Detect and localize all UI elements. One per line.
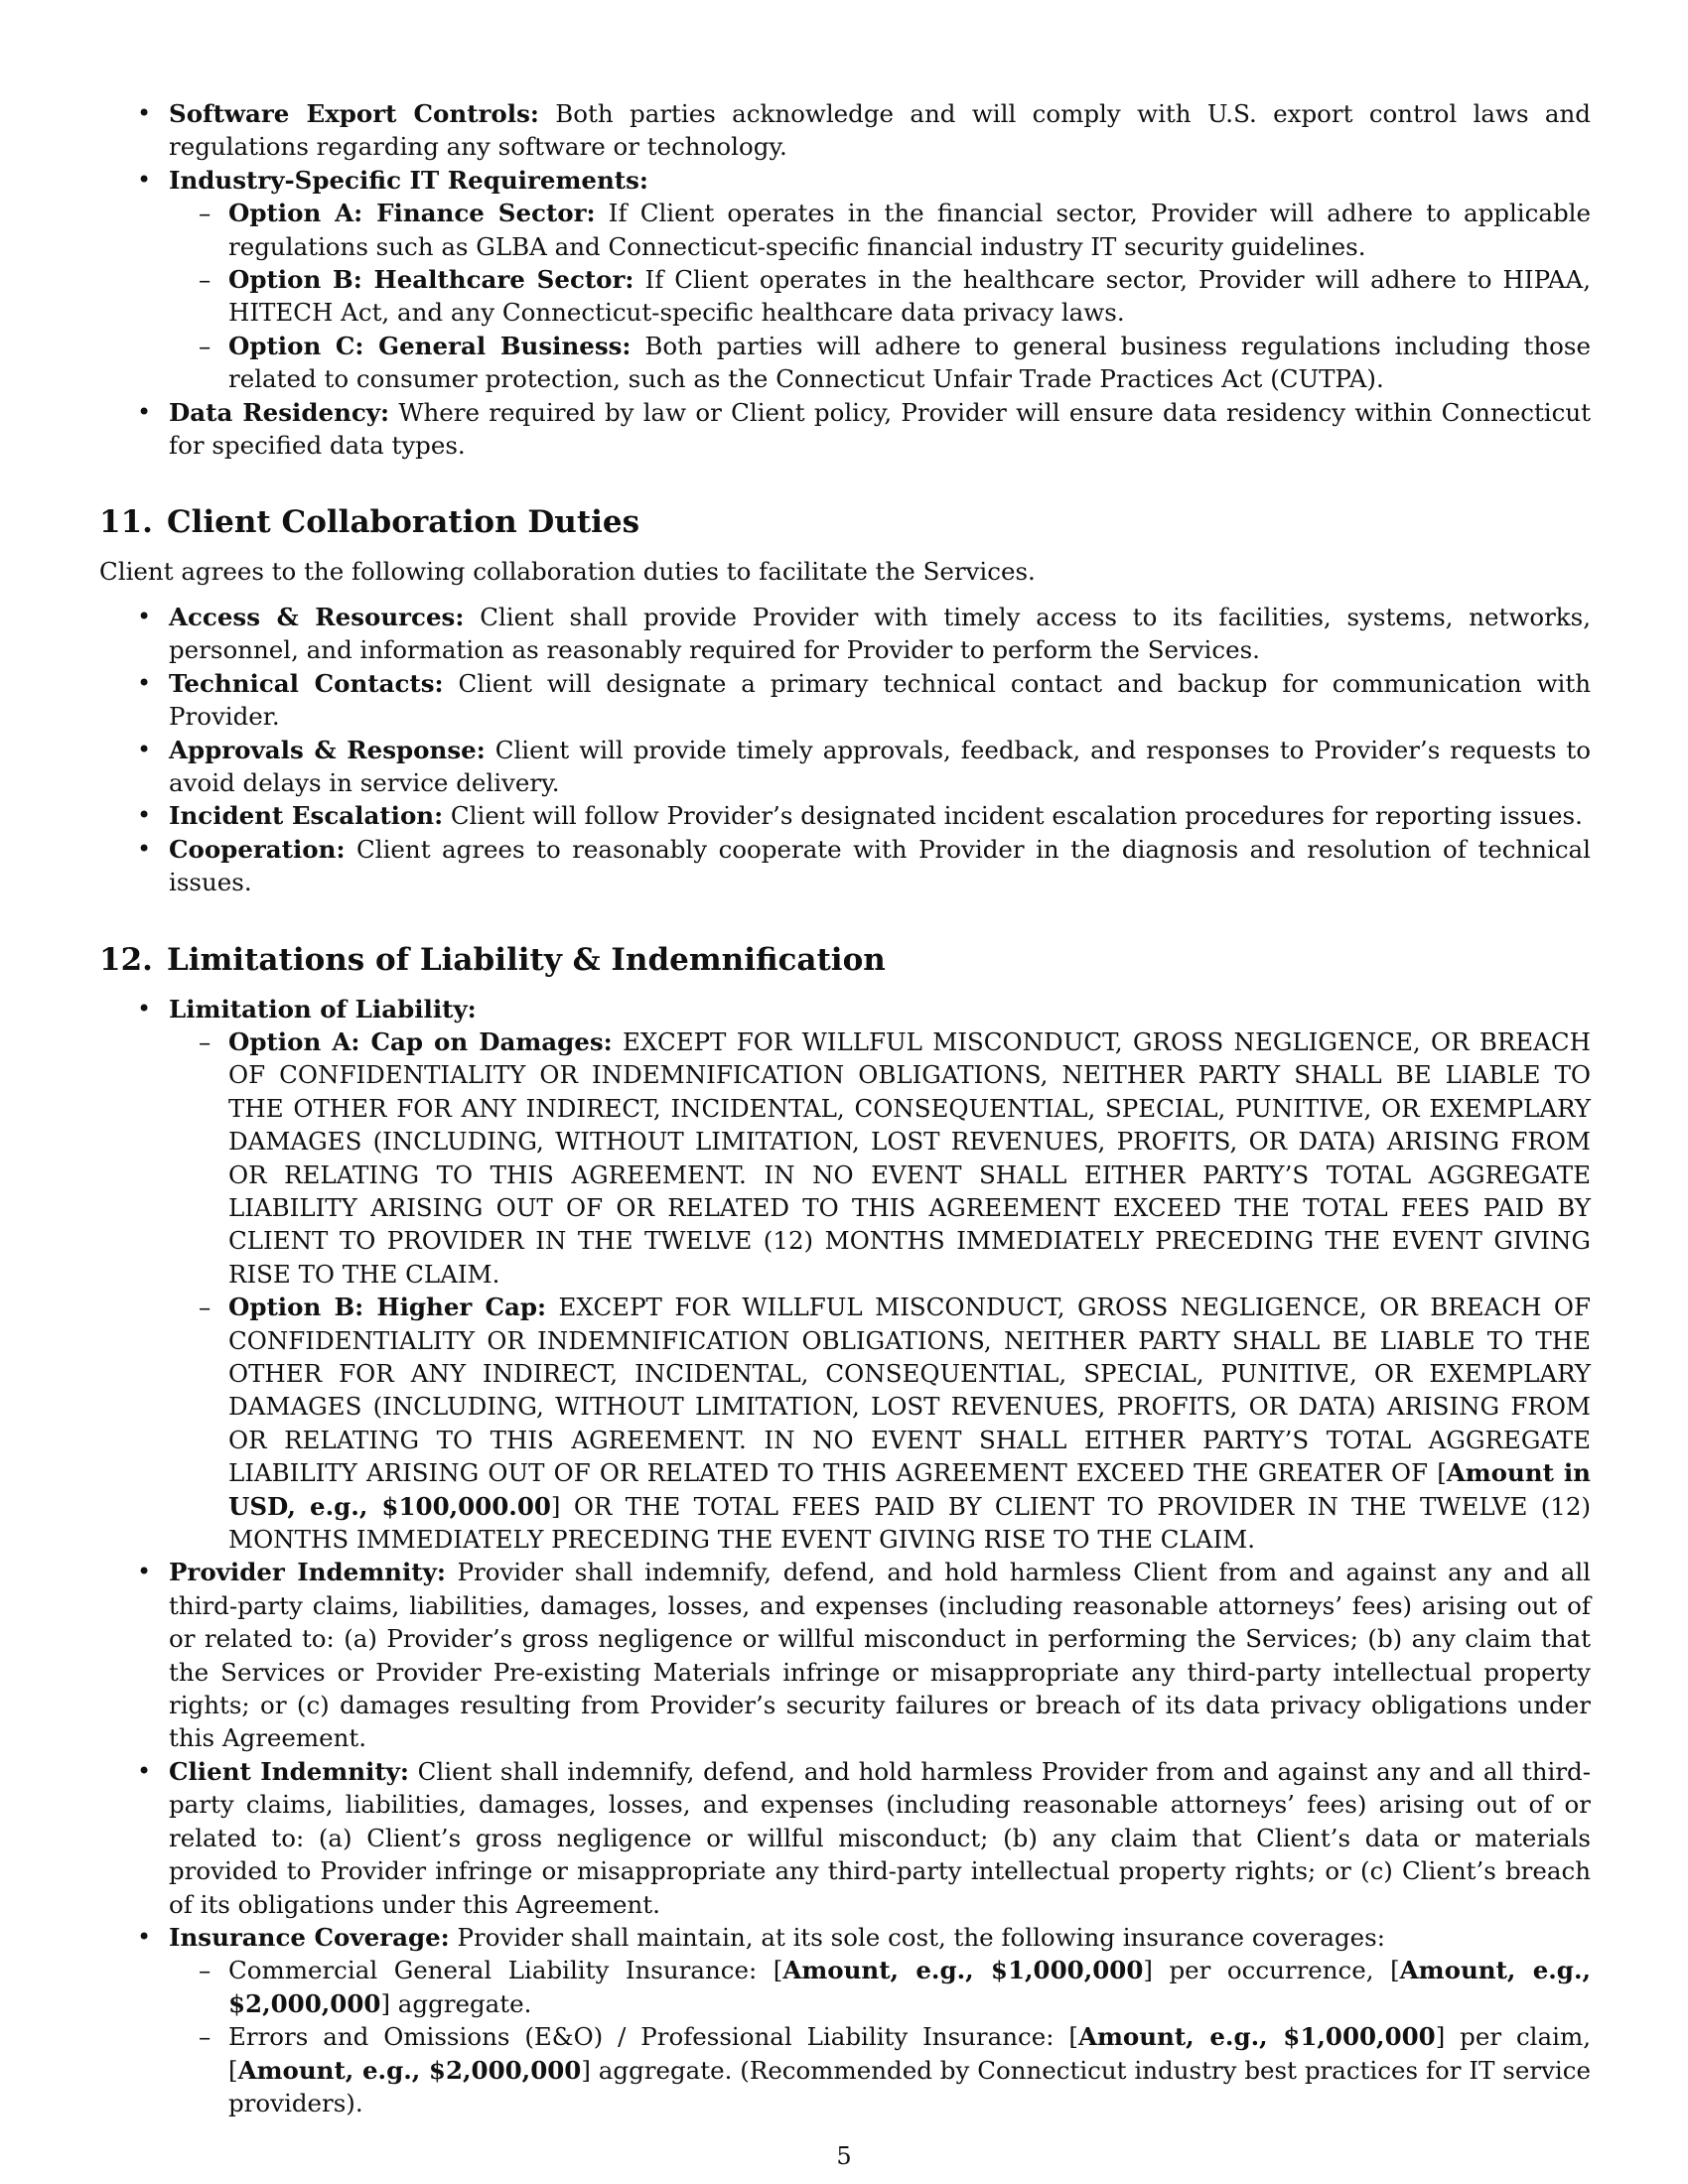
list-item: • Cooperation: Client agrees to reasonably cooperate with Provider in the diagnosis and resolution of technical issues. [99, 833, 1591, 899]
option-general-business: – Option C: General Business: Both parties will adhere to general business regulations including those related to consumer protection, such as the Connecticut Unfair Trade Practices Act (CUTPA). [169, 330, 1591, 396]
insurance-cgl: – Commercial General Liability Insurance: [Amount, e.g., $1,000,000] per occurrence, [Amount, e.g., $2,000,000] aggregate. [169, 1954, 1591, 2020]
option-finance: – Option A: Finance Sector: If Client operates in the financial sector, Provider will adhere to applicable regulations such as GLBA and Connecticut-specific financial industry IT security guidelines. [169, 197, 1591, 263]
insurance-list [169, 1954, 1591, 2119]
option-healthcare: – Option B: Healthcare Sector: If Client operates in the healthcare sector, Provider will adhere to HIPAA, HITECH Act, and any Connecticut-specific healthcare data privacy laws. [169, 263, 1591, 330]
list-item: • Incident Escalation: Client will follow Provider’s designated incident escalation procedures for reporting issues. [99, 799, 1591, 832]
list-item: • Technical Contacts: Client will designate a primary technical contact and backup for communication with Provider. [99, 667, 1591, 734]
section-11-heading: 11. Client Collaboration Duties [99, 504, 640, 541]
document-page [99, 97, 1591, 2119]
list-item: • Access & Resources: Client shall provide Provider with timely access to its facilities, systems, networks, personnel, and information as reasonably required for Provider to perform the Services. [99, 601, 1591, 667]
industry-options-list [169, 197, 1591, 395]
list-item: • Approvals & Response: Client will provide timely approvals, feedback, and responses to Provider’s requests to avoid delays in service delivery. [99, 734, 1591, 800]
collaboration-duties-list [99, 601, 1591, 899]
compliance-list [99, 97, 1591, 462]
page-number: 5 [836, 2142, 852, 2170]
section-11-intro: Client agrees to the following collaboration duties to facilitate the Services. [99, 557, 1036, 587]
section-12-heading: 12. Limitations of Liability & Indemnification [99, 941, 886, 978]
liability-list [99, 993, 1591, 2120]
list-item-provider-indemnity: • Provider Indemnity: Provider shall indemnify, defend, and hold harmless Client from and against any and all third-party claims, liabilities, damages, losses, and expenses (including reasonable attorneys’ fees) arising out of or related to: (a) Provider’s gross negligence or willful misconduct in performing the Services; (b) any claim that the Services or Provider Pre-existing Materials infringe or misappropriate any third-party intellectual property rights; or (c) damages resulting from Provider’s security failures or breach of its data privacy obligations under this Agreement. [99, 1556, 1591, 1754]
option-cap-on-damages: – Option A: Cap on Damages: EXCEPT FOR WILLFUL MISCONDUCT, GROSS NEGLIGENCE, OR BREACH OF CONFIDENTIALITY OR INDEMNIFICATION OBLIGATIONS, NEITHER PARTY SHALL BE LIABLE TO THE OTHER FOR ANY INDIRECT, INCIDENTAL, CONSEQUENTIAL, SPECIAL, PUNITIVE, OR EXEMPLARY DAMAGES (INCLUDING, WITHOUT LIMITATION, LOST REVENUES, PROFITS, OR DATA) ARISING FROM OR RELATING TO THIS AGREEMENT. IN NO EVENT SHALL EITHER PARTY’S TOTAL AGGREGATE LIABILITY ARISING OUT OF OR RELATED TO THIS AGREEMENT EXCEED THE TOTAL FEES PAID BY CLIENT TO PROVIDER IN THE TWELVE (12) MONTHS IMMEDIATELY PRECEDING THE EVENT GIVING RISE TO THE CLAIM. [169, 1025, 1591, 1291]
list-item-client-indemnity: • Client Indemnity: Client shall indemnify, defend, and hold harmless Provider from and against any and all third-party claims, liabilities, damages, losses, and expenses (including reasonable attorneys’ fees) arising out of or related to: (a) Client’s gross negligence or willful misconduct; (b) any claim that Client’s data or materials provided to Provider infringe or misappropriate any third-party intellectual property rights; or (c) Client’s breach of its obligations under this Agreement. [99, 1755, 1591, 1921]
list-item-limitation: • Limitation of Liability: – Option A: Cap on Damages: EXCEPT FOR WILLFUL MISCONDUCT, GROSS NEGLIGENCE, OR BREACH OF CONFIDENTIALITY OR INDEMNIFICATION OBLIGATIONS, NEITHER PARTY SHALL BE LIABLE TO THE OTHER FOR ANY INDIRECT, INCIDENTAL, CONSEQUENTIAL, SPECIAL, PUNITIVE, OR EXEMPLARY DAMAGES (INCLUDING, WITHOUT LIMITATION, LOST REVENUES, PROFITS, OR DATA) ARISING FROM OR RELATING TO THIS AGREEMENT. IN NO EVENT SHALL EITHER PARTY’S TOTAL AGGREGATE LIABILITY ARISING OUT OF OR RELATED TO THIS AGREEMENT EXCEED THE TOTAL FEES PAID BY CLIENT TO PROVIDER IN THE TWELVE (12) MONTHS IMMEDIATELY PRECEDING THE EVENT GIVING RISE TO THE CLAIM. – Option B: Higher Cap: EXCEPT FOR WILLFUL MISCONDUCT, GROSS NEGLIGENCE, OR BREACH OF CONFIDENTIALITY OR INDEMNIFICATION OBLIGATIONS, NEITHER PARTY SHALL BE LIABLE TO THE OTHER FOR ANY INDIRECT, INCIDENTAL, CONSEQUENTIAL, SPECIAL, PUNITIVE, OR EXEMPLARY DAMAGES (INCLUDING, WITHOUT LIMITATION, LOST REVENUES, PROFITS, OR DATA) ARISING FROM OR RELATING TO THIS AGREEMENT. IN NO EVENT SHALL EITHER PARTY’S TOTAL AGGREGATE LIABILITY ARISING OUT OF OR RELATED TO THIS AGREEMENT EXCEED THE GREATER OF [Amount in USD, e.g., $100,000.00] OR THE TOTAL FEES PAID BY CLIENT TO PROVIDER IN THE TWELVE (12) MONTHS IMMEDIATELY PRECEDING THE EVENT GIVING RISE TO THE CLAIM. [99, 993, 1591, 1557]
list-item-data-residency: • Data Residency: Where required by law or Client policy, Provider will ensure data residency within Connecticut for specified data types. [99, 396, 1591, 463]
limitation-options-list [169, 1025, 1591, 1557]
option-higher-cap: – Option B: Higher Cap: EXCEPT FOR WILLFUL MISCONDUCT, GROSS NEGLIGENCE, OR BREACH OF CONFIDENTIALITY OR INDEMNIFICATION OBLIGATIONS, NEITHER PARTY SHALL BE LIABLE TO THE OTHER FOR ANY INDIRECT, INCIDENTAL, CONSEQUENTIAL, SPECIAL, PUNITIVE, OR EXEMPLARY DAMAGES (INCLUDING, WITHOUT LIMITATION, LOST REVENUES, PROFITS, OR DATA) ARISING FROM OR RELATING TO THIS AGREEMENT. IN NO EVENT SHALL EITHER PARTY’S TOTAL AGGREGATE LIABILITY ARISING OUT OF OR RELATED TO THIS AGREEMENT EXCEED THE GREATER OF [Amount in USD, e.g., $100,000.00] OR THE TOTAL FEES PAID BY CLIENT TO PROVIDER IN THE TWELVE (12) MONTHS IMMEDIATELY PRECEDING THE EVENT GIVING RISE TO THE CLAIM. [169, 1291, 1591, 1556]
list-item-insurance: • Insurance Coverage: Provider shall maintain, at its sole cost, the following insurance coverages: – Commercial General Liability Insurance: [Amount, e.g., $1,000,000] per occurrence, [Amount, e.g., $2,000,000] aggregate. – Errors and Omissions (E&O) / Professional Liability Insurance: [Amount, e.g., $1,000,000] per claim, [Amount, e.g., $2,000,000] aggregate. (Recommended by Connecticut industry best practices for IT service providers). [99, 1921, 1591, 2119]
insurance-eo: – Errors and Omissions (E&O) / Professional Liability Insurance: [Amount, e.g., $1,000,000] per claim, [Amount, e.g., $2,000,000] aggregate. (Recommended by Connecticut industry best practices for IT service providers). [169, 2020, 1591, 2119]
list-item-industry-requirements: • Industry-Specific IT Requirements: – Option A: Finance Sector: If Client operates in the financial sector, Provider will adhere to applicable regulations such as GLBA and Connecticut-specific financial industry IT security guidelines. – Option B: Healthcare Sector: If Client operates in the healthcare sector, Provider will adhere to HIPAA, HITECH Act, and any Connecticut-specific healthcare data privacy laws. – Option C: General Business: Both parties will adhere to general business regulations including those related to consumer protection, such as the Connecticut Unfair Trade Practices Act (CUTPA). [99, 164, 1591, 396]
list-item-software-export: • Software Export Controls: Both parties acknowledge and will comply with U.S. export control laws and regulations regarding any software or technology. [99, 97, 1591, 164]
